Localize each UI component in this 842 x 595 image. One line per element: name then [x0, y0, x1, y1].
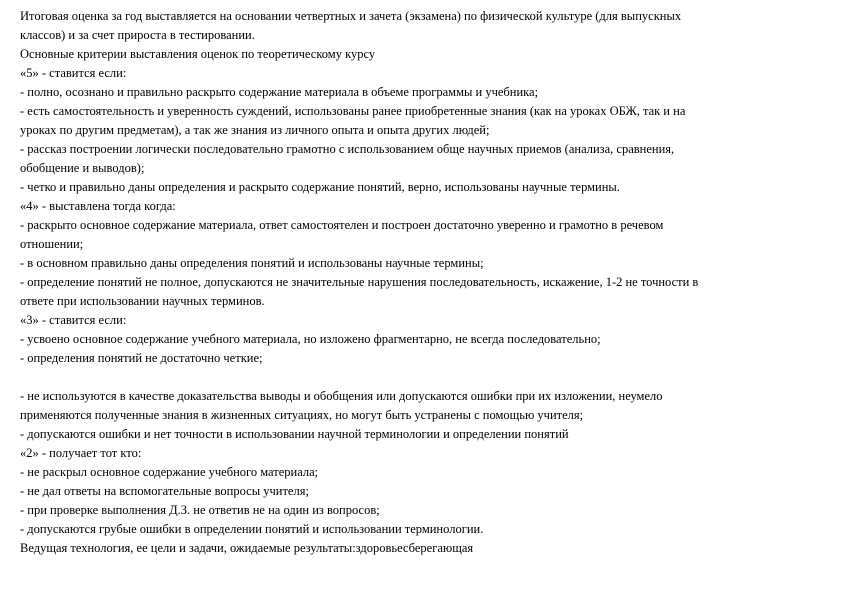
criterion-item: - допускаются грубые ошибки в определении понятий и использовании терминологии.	[20, 522, 484, 536]
criterion-item: - рассказ построении логически последовательно грамотно с использованием обще научных приемов (анализа, сравнения,	[20, 142, 675, 156]
criterion-item: - полно, осознано и правильно раскрыто содержание материала в объеме программы и учебника;	[20, 85, 539, 99]
criterion-item-continuation: уроках по другим предметам), а так же знания из личного опыта и опыта других людей;	[20, 123, 490, 137]
criterion-item: - в основном правильно даны определения понятий и использованы научные термины;	[20, 256, 484, 270]
grade-heading-5: «5» - ставится если:	[20, 66, 127, 80]
criterion-item-continuation: обобщение и выводов);	[20, 161, 145, 175]
grade-heading-3: «3» - ставится если:	[20, 313, 127, 327]
blank-line	[20, 368, 820, 387]
criterion-item-continuation: ответе при использовании научных терминов.	[20, 294, 265, 308]
criterion-item-continuation: применяются полученные знания в жизненных ситуациях, но могут быть устранены с помощью учителя;	[20, 408, 584, 422]
section-heading: Основные критерии выставления оценок по теоретическому курсу	[20, 47, 376, 61]
criterion-item: - не используются в качестве доказательства выводы и обобщения или допускаются ошибки при их изложении, неумело	[20, 389, 663, 403]
technology-line: Ведущая технология, ее цели и задачи, ожидаемые результаты:здоровьесберегающая	[20, 541, 474, 555]
criterion-item: - допускаются ошибки и нет точности в использовании научной терминологии и определении понятий	[20, 427, 569, 441]
criterion-item: - четко и правильно даны определения и раскрыто содержание понятий, верно, использованы научные термины.	[20, 180, 620, 194]
criterion-item: - раскрыто основное содержание материала, ответ самостоятелен и построен достаточно уверенно и грамотно в речевом	[20, 218, 664, 232]
text-line: Итоговая оценка за год выставляется на основании четвертных и зачета (экзамена) по физической культуре (для выпускных	[20, 9, 682, 23]
criterion-item: - не дал ответы на вспомогательные вопросы учителя;	[20, 484, 309, 498]
document-page	[20, 7, 820, 558]
criterion-item: - определение понятий не полное, допускаются не значительные нарушения последовательность, искажение, 1-2 не точности в	[20, 275, 699, 289]
grade-heading-2: «2» - получает тот кто:	[20, 446, 142, 460]
criterion-item-continuation: отношении;	[20, 237, 84, 251]
criterion-item: - определения понятий не достаточно четкие;	[20, 351, 263, 365]
criterion-item: - при проверке выполнения Д.З. не ответив не на один из вопросов;	[20, 503, 380, 517]
criterion-item: - не раскрыл основное содержание учебного материала;	[20, 465, 319, 479]
text-line: классов) и за счет прироста в тестировании.	[20, 28, 255, 42]
grade-heading-4: «4» - выставлена тогда когда:	[20, 199, 176, 213]
criterion-item: - усвоено основное содержание учебного материала, но изложено фрагментарно, не всегда последовательно;	[20, 332, 601, 346]
criterion-item: - есть самостоятельность и уверенность суждений, использованы ранее приобретенные знания (как на уроках ОБЖ, так и на	[20, 104, 686, 118]
